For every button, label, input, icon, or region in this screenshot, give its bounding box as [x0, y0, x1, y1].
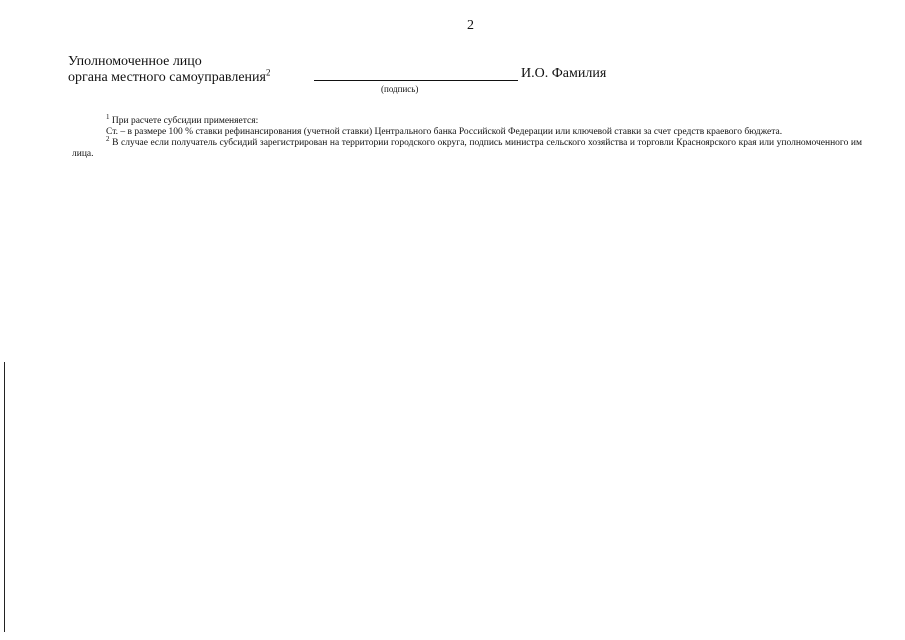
signatory-title — [68, 54, 270, 86]
footnote-2 — [72, 134, 862, 160]
signatory-title-line2 — [68, 67, 271, 86]
signatory-title-line1: Уполномоченное лицо — [68, 54, 202, 69]
footnote-1-marker: 1 — [106, 112, 110, 121]
scan-edge-line — [4, 362, 5, 632]
footnotes — [72, 112, 862, 160]
footnote-2-text: В случае если получатель субсидий зарегистрирован на территории городского округа, подпись министра сельского хозяйства и торговли Красноярского края или уполномоченного им лица. — [72, 138, 862, 159]
signature-caption: (подпись) — [381, 84, 419, 94]
signature-line — [314, 80, 518, 81]
signer-name: И.О. Фамилия — [521, 66, 607, 81]
footnote-ref-2: 2 — [265, 67, 271, 78]
footnote-1-heading — [72, 112, 862, 127]
signatory-title-line2-text: органа местного самоуправления — [68, 70, 266, 85]
footnote-1-body: Ст. – в размере 100 % ставки рефинансирования (учетной ставки) Центрального банка Российской Федерации или ключевой ставки за счет средств краевого бюджета. — [106, 127, 783, 137]
page-number: 2 — [467, 18, 474, 33]
footnote-1-heading-text: При расчете субсидии применяется: — [111, 116, 259, 126]
footnote-2-marker: 2 — [106, 134, 110, 143]
